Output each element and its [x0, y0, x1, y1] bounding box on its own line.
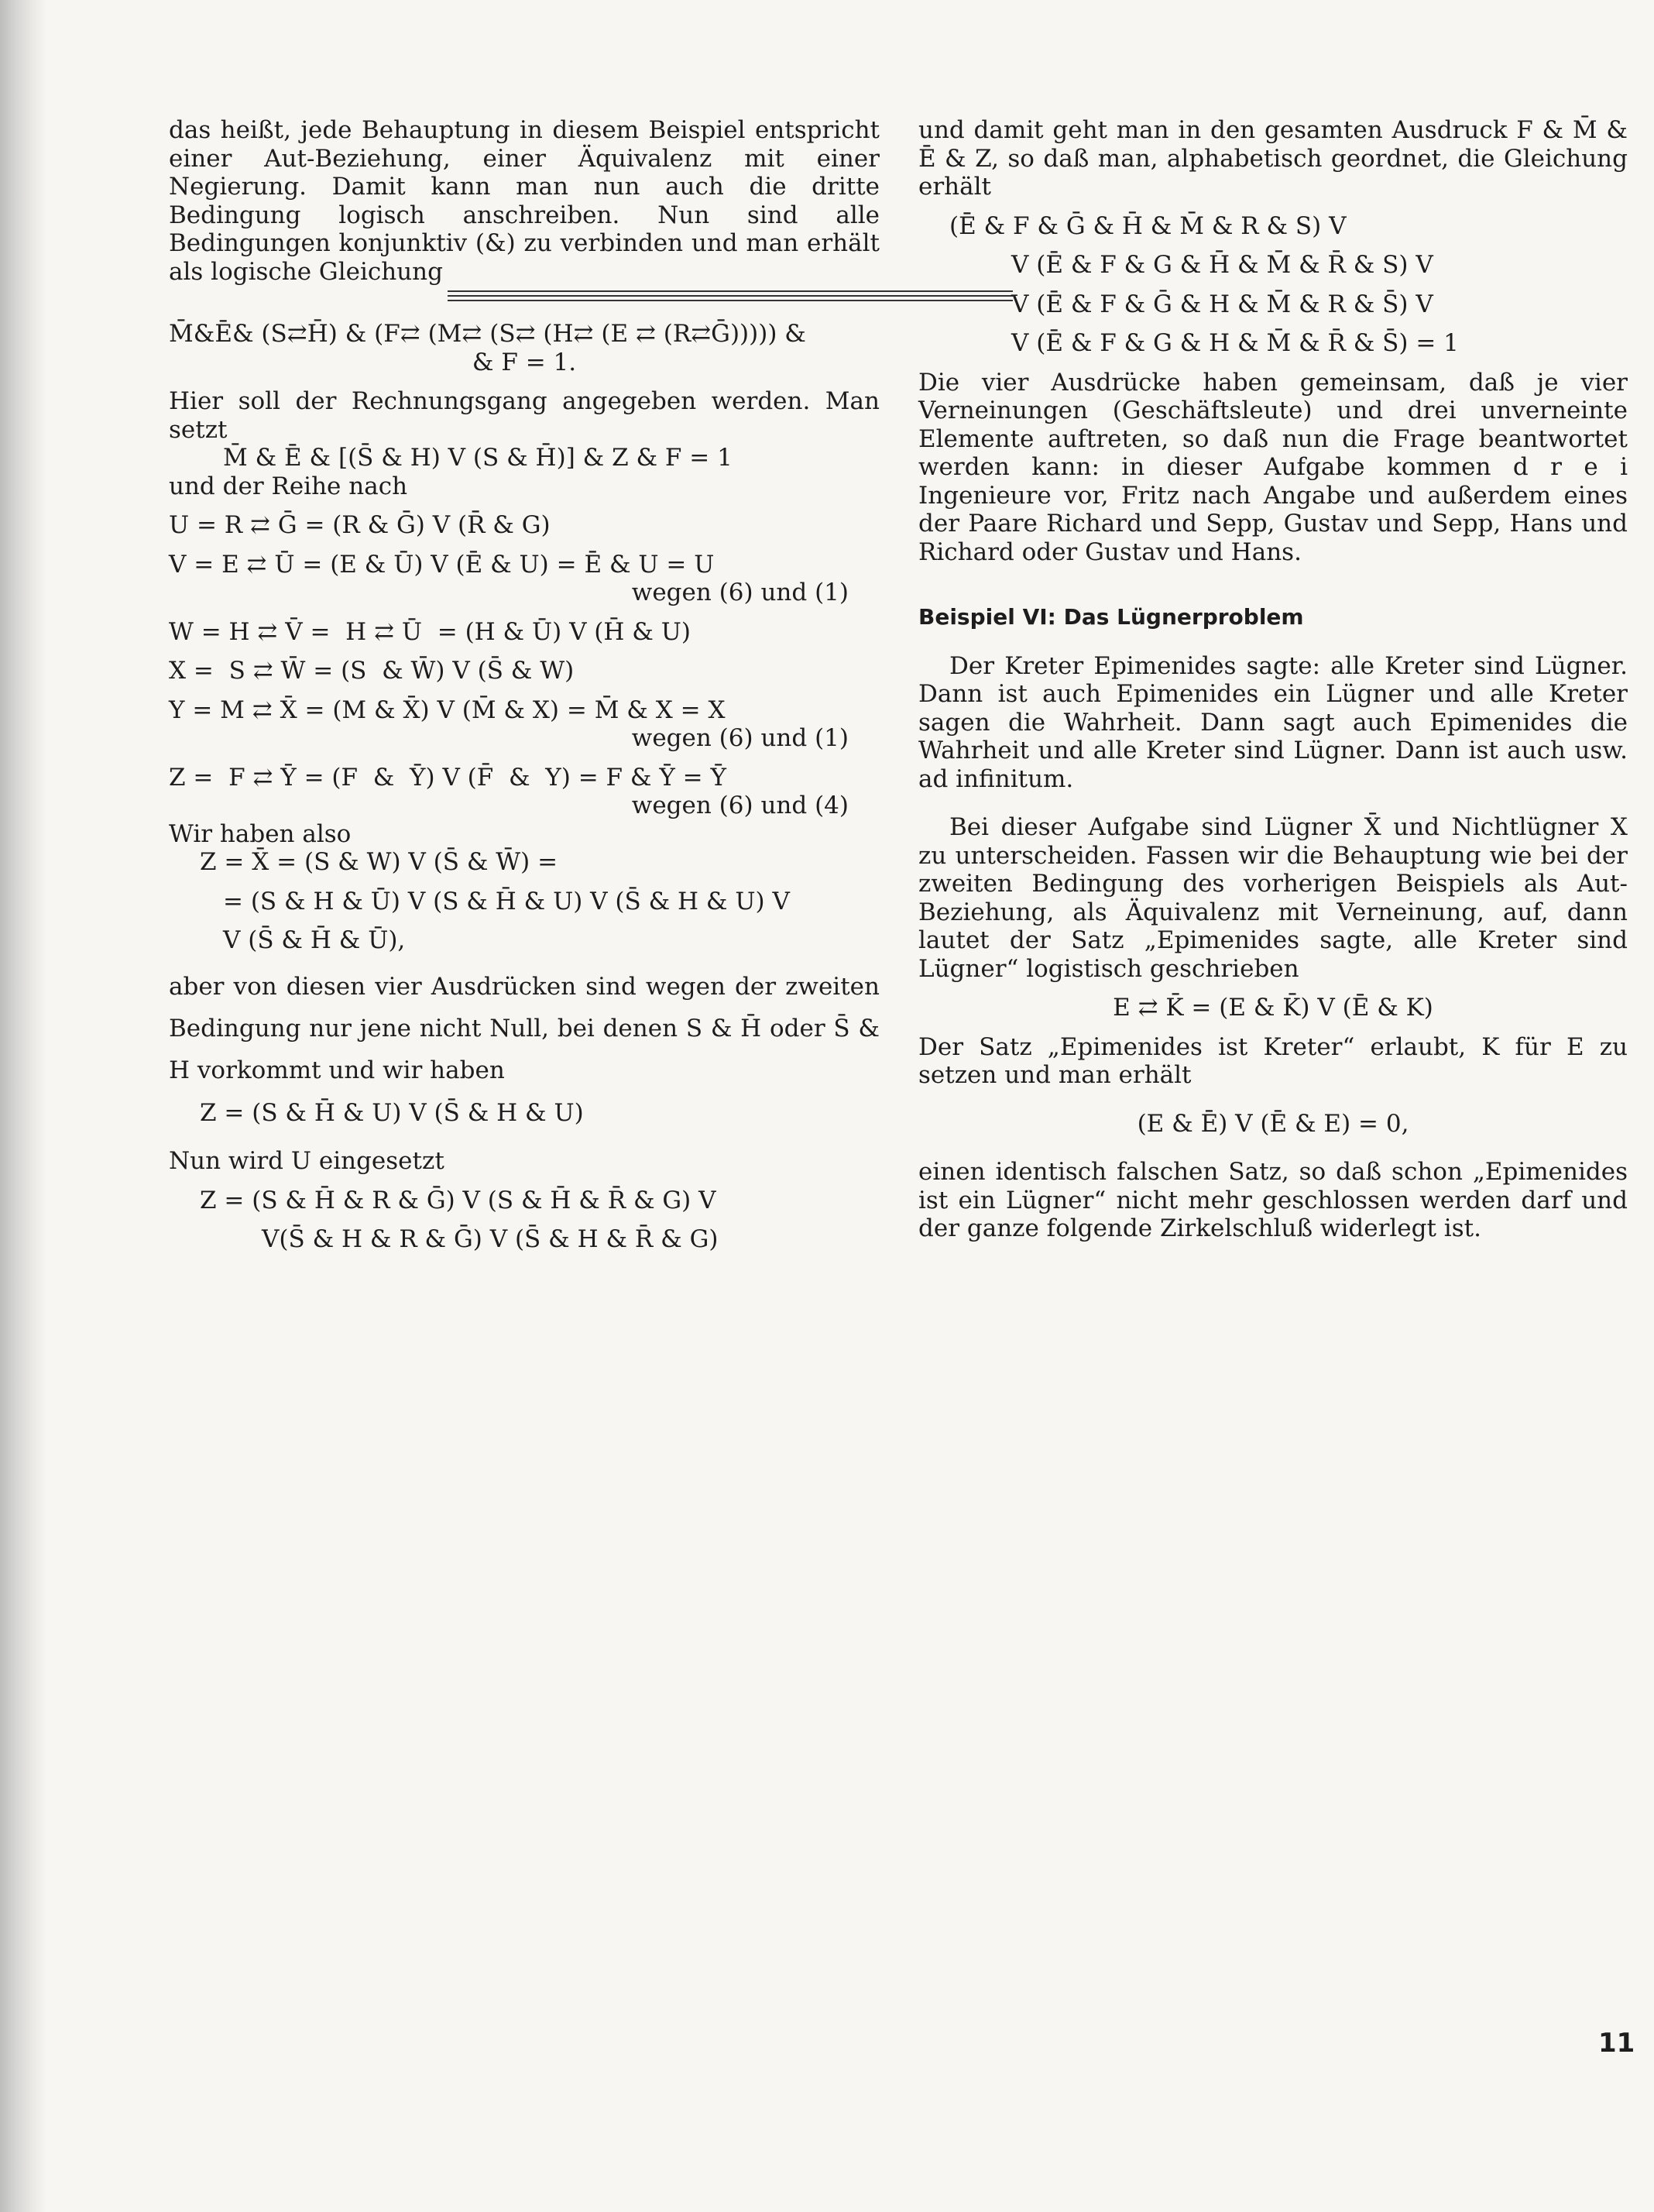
schluss-paragraph: einen identisch falschen Satz, so daß schon „Epimenides ist ein Lügner“ nicht mehr geschlossen werden darf und der ganze folgende Zirkelschluß widerlegt ist.	[918, 1158, 1628, 1242]
aber-paragraph: aber von diesen vier Ausdrücken sind wegen der zweiten Bedingung nur jene nicht Null, bei denen S & H̄ oder S̄ & H vorkommt und wir haben	[169, 972, 880, 1084]
also-text: Wir haben also	[169, 819, 352, 848]
vier-ausdruecke-paragraph: Die vier Ausdrücke haben gemeinsam, daß je vier Verneinungen (Geschäftsleute) und drei unverneinte Elemente auftreten, so daß nun die Frage beantwortet werden kann: in dieser Aufgabe kommen d r e i Ingenieure vor, Fritz nach Angabe und außerdem eines der Paare Richard und Sepp, Gustav und Sepp, Hans und Richard oder Gustav und Hans.	[918, 368, 1628, 566]
rechnungsgang-text: Hier soll der Rechnungsgang angegeben werden. Man setzt	[169, 387, 880, 444]
ee-equation: (E & Ē) V (Ē & E) = 0,	[1137, 1109, 1409, 1138]
zu-equation-line-2: V(S̄ & H & R & Ḡ) V (S̄ & H & R̄ & G)	[262, 1225, 719, 1253]
page-edge-shadow	[0, 0, 46, 2212]
z-short-equation: Z = (S & H̄ & U) V (S̄ & H & U)	[200, 1098, 584, 1127]
v-note: wegen (6) und (1)	[631, 579, 849, 606]
gleichung-line-1: (Ē & F & Ḡ & H̄ & M̄ & R & S) V	[949, 211, 1347, 240]
y-equation: Y = M ⇄ X̄ = (M & X̄) V (M̄ & X) = M̄ & X = X	[169, 696, 726, 724]
page-number: 11	[1598, 2028, 1635, 2059]
ek-equation: E ⇄ K̄ = (E & K̄) V (Ē & K)	[1113, 994, 1433, 1022]
gleichung-line-4: V (Ē & F & G & H & M̄ & R̄ & S̄) = 1	[1011, 329, 1459, 357]
intro-paragraph: das heißt, jede Behauptung in diesem Beispiel entspricht einer Aut-Beziehung, einer Äquivalenz mit einer Negierung. Damit kann man nun auch die dritte Bedingung logisch anschreiben. Nun sind alle Bedingungen konjunktiv (&) zu verbinden und man erhält als logische Gleichung	[169, 116, 880, 286]
section-heading: Beispiel VI: Das Lügnerproblem	[918, 604, 1304, 630]
zx-equation-line-2: = (S & H & Ū) V (S & H̄ & U) V (S̄ & H & U) V	[223, 887, 790, 915]
v-equation: V = E ⇄ Ū = (E & Ū) V (Ē & U) = Ē & U = U	[169, 550, 715, 579]
satz-paragraph: Der Satz „Epimenides ist Kreter“ erlaubt, K für E zu setzen und man erhält	[918, 1032, 1628, 1089]
reihe-text: und der Reihe nach	[169, 472, 408, 500]
gleichung-line-2: V (Ē & F & G & H̄ & M̄ & R̄ & S) V	[1011, 251, 1433, 279]
zx-equation-line-1: Z = X̄ = (S & W) V (S̄ & W̄) =	[200, 848, 558, 876]
setzt-equation: M̄ & Ē & [(S̄ & H) V (S & H̄)] & Z & F = 1	[223, 444, 733, 472]
u-equation: U = R ⇄ Ḡ = (R & Ḡ) V (R̄ & G)	[169, 511, 551, 539]
damit-paragraph: und damit geht man in den gesamten Ausdruck F & M̄ & Ē & Z, so daß man, alphabetisch geordnet, die Gleichung erhält	[918, 116, 1628, 201]
zx-equation-line-3: V (S̄ & H̄ & Ū),	[223, 926, 406, 954]
z-equation: Z = F ⇄ Ȳ = (F & Ȳ) V (F̄ & Y) = F & Ȳ = Ȳ	[169, 763, 726, 792]
zu-equation-line-1: Z = (S & H̄ & R & Ḡ) V (S & H̄ & R̄ & G) V	[200, 1186, 716, 1214]
left-column	[169, 116, 880, 1254]
main-equation-line-2: & F = 1.	[472, 348, 577, 376]
gleichung-line-3: V (Ē & F & Ḡ & H & M̄ & R & S̄) V	[1011, 290, 1433, 318]
main-equation-line-1: M̄&Ē& (S⇄H̄) & (F⇄ (M⇄ (S⇄ (H⇄ (E ⇄ (R⇄Ḡ))))) &	[169, 320, 806, 348]
nun-u-text: Nun wird U eingesetzt	[169, 1147, 444, 1175]
right-column	[918, 116, 1628, 1243]
w-equation: W = H ⇄ V̄ = H ⇄ Ū = (H & Ū) V (H̄ & U)	[169, 617, 691, 646]
kreter-paragraph: Der Kreter Epimenides sagte: alle Kreter sind Lügner. Dann ist auch Epimenides ein Lügner und alle Kreter sagen die Wahrheit. Dann sagt auch Epimenides die Wahrheit und alle Kreter sind Lügner. Dann ist auch usw. ad infinitum.	[918, 651, 1628, 793]
y-note: wegen (6) und (1)	[631, 724, 849, 752]
aufgabe-paragraph: Bei dieser Aufgabe sind Lügner X̄ und Nichtlügner X zu unterscheiden. Fassen wir die Behauptung wie bei der zweiten Bedingung des vorherigen Beispiels als Aut-Beziehung, als Äquivalenz mit Verneinung, auf, dann lautet der Satz „Epimenides sagte, alle Kreter sind Lügner“ logistisch geschrieben	[918, 813, 1628, 983]
z-note: wegen (6) und (4)	[631, 792, 849, 819]
x-equation: X = S ⇄ W̄ = (S & W̄) V (S̄ & W)	[169, 657, 575, 685]
